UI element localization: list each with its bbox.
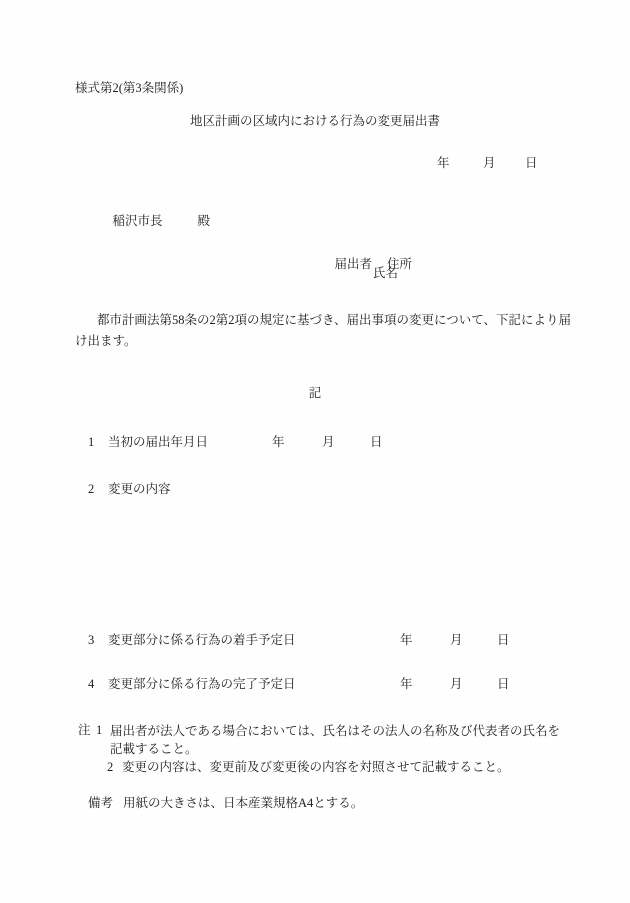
addressee-title: 稲沢市長 xyxy=(112,214,163,228)
item1-label: 当初の届出年月日 xyxy=(108,435,209,449)
item2-number: 2 xyxy=(88,482,95,496)
item3-label: 変更部分に係る行為の着手予定日 xyxy=(108,633,296,647)
item3-month-label: 月 xyxy=(450,633,463,647)
item1-day-label: 日 xyxy=(370,435,383,449)
date-year-label: 年 xyxy=(437,156,450,170)
item2-label: 変更の内容 xyxy=(108,482,171,496)
notes-label: 注 xyxy=(78,723,91,737)
item3-number: 3 xyxy=(88,633,95,647)
note2-number: 2 xyxy=(107,760,114,774)
item1-year-label: 年 xyxy=(272,435,285,449)
item4-year-label: 年 xyxy=(400,677,413,691)
item1-number: 1 xyxy=(88,435,95,449)
item4-month-label: 月 xyxy=(450,677,463,691)
declarant-address-label: 住所 xyxy=(387,257,413,271)
note1-number: 1 xyxy=(96,723,103,737)
section-marker: 記 xyxy=(308,386,322,400)
item3-year-label: 年 xyxy=(400,633,413,647)
remarks-text: 用紙の大きさは、日本産業規格A4とする。 xyxy=(123,796,364,810)
declarant-name-label: 氏名 xyxy=(373,266,399,280)
item1-month-label: 月 xyxy=(322,435,335,449)
addressee-honorific: 殿 xyxy=(197,214,211,228)
item4-label: 変更部分に係る行為の完了予定日 xyxy=(108,677,296,691)
item4-number: 4 xyxy=(88,677,95,691)
item3-day-label: 日 xyxy=(497,633,510,647)
item4-day-label: 日 xyxy=(497,677,510,691)
note2-text: 変更の内容は、変更前及び変更後の内容を対照させて記載すること。 xyxy=(122,760,510,774)
addressee-line xyxy=(100,199,210,244)
declarant-line xyxy=(322,242,412,287)
form-number: 様式第2(第3条関係) xyxy=(75,81,184,95)
body-paragraph: 都市計画法第58条の2第2項の規定に基づき、届出事項の変更について、下記により届け出ます。 xyxy=(75,313,572,348)
remarks-label: 備考 xyxy=(88,796,114,810)
date-day-label: 日 xyxy=(525,156,538,170)
declarant-label: 届出者 xyxy=(334,257,373,271)
page-title: 地区計画の区域内における行為の変更届出書 xyxy=(189,114,440,128)
date-month-label: 月 xyxy=(483,156,496,170)
note1-text: 届出者が法人である場合においては、氏名はその法人の名称及び代表者の氏名を記載すること。 xyxy=(110,724,561,756)
